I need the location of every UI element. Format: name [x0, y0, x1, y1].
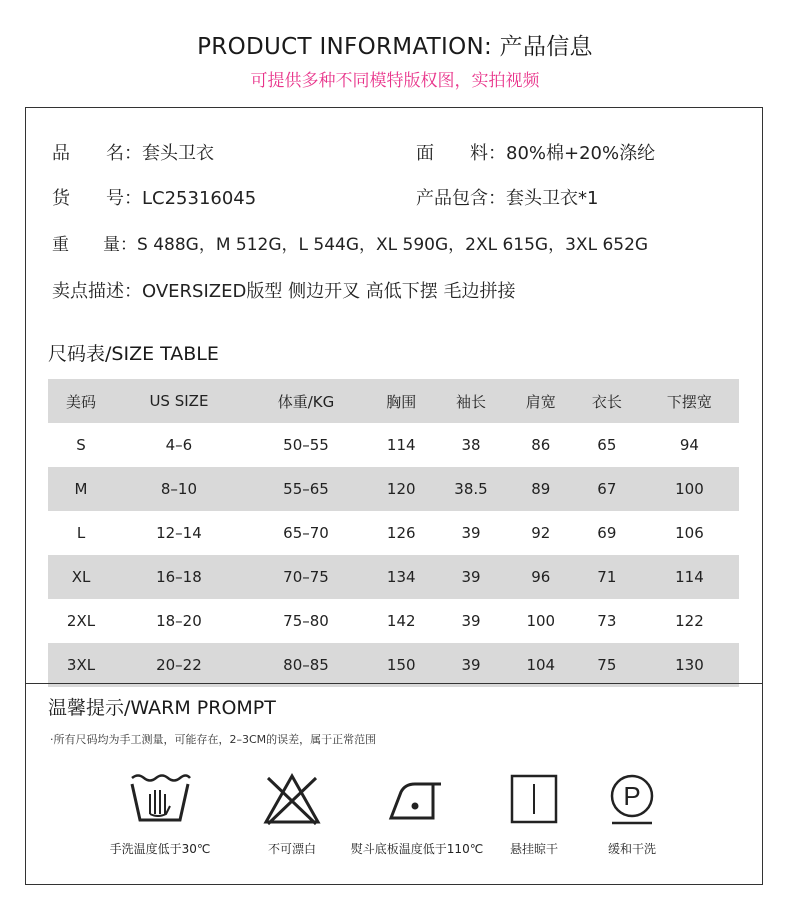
table-cell: 114 — [386, 436, 416, 454]
info-sku-value: LC25316045 — [142, 188, 257, 209]
table-cell: 100 — [526, 612, 556, 630]
table-cell: 65–70 — [283, 524, 329, 542]
table-cell: 50–55 — [283, 436, 329, 454]
svg-text:P: P — [623, 781, 641, 811]
table-cell: 38.5 — [434, 467, 508, 511]
size-table-header: 胸围 — [368, 379, 434, 423]
table-cell: 75–80 — [283, 612, 329, 630]
table-cell: 12–14 — [156, 524, 202, 542]
no-bleach-icon — [260, 770, 324, 828]
info-weight — [52, 230, 648, 255]
care-iron-label: 熨斗底板温度低于110℃ — [350, 842, 484, 856]
table-cell: M — [48, 467, 114, 511]
table-cell: 39 — [461, 524, 481, 542]
table-cell: 142 — [386, 612, 416, 630]
info-fabric — [416, 139, 655, 165]
table-cell: 126 — [386, 524, 416, 542]
table-cell: 130 — [640, 643, 739, 687]
page-subtitle: 可提供多种不同模特版权图，实拍视频 — [250, 71, 540, 91]
table-row — [48, 423, 739, 467]
size-table-header: 下摆宽 — [640, 379, 739, 423]
table-cell: 80–85 — [244, 643, 368, 687]
table-cell: 39 — [434, 643, 508, 687]
warm-prompt-title: 温馨提示/WARM PROMPT — [48, 697, 276, 719]
table-cell: 94 — [679, 436, 699, 454]
size-table-header-row — [48, 379, 739, 423]
table-cell: 71 — [574, 555, 640, 599]
info-name-value: 套头卫衣 — [142, 143, 214, 164]
care-dry-clean — [562, 770, 702, 857]
table-cell: 55–65 — [244, 467, 368, 511]
info-name — [52, 139, 214, 165]
info-package — [416, 184, 598, 210]
table-cell: 2XL — [66, 612, 96, 630]
table-cell: 39 — [461, 612, 481, 630]
table-cell: 114 — [640, 555, 739, 599]
table-cell: 39 — [434, 555, 508, 599]
size-table-header: 衣长 — [574, 379, 640, 423]
hang-dry-icon — [502, 770, 566, 828]
info-weight-value: S 488G，M 512G，L 544G，XL 590G，2XL 615G，3XL 652G — [137, 235, 649, 255]
section-divider — [25, 683, 763, 684]
table-cell: 67 — [574, 467, 640, 511]
table-cell: 75 — [574, 643, 640, 687]
info-package-label: 产品包含： — [416, 188, 506, 209]
size-table-title: 尺码表/SIZE TABLE — [48, 343, 219, 365]
table-row — [48, 643, 739, 687]
table-row — [48, 511, 739, 555]
info-sku-label: 货 号： — [52, 188, 142, 209]
size-table-header: 体重/KG — [244, 379, 368, 423]
size-table-header: 肩宽 — [508, 379, 574, 423]
table-row — [48, 467, 739, 511]
table-cell: 20–22 — [114, 643, 244, 687]
table-cell: 96 — [508, 555, 574, 599]
table-cell: L — [76, 524, 86, 542]
warm-prompt-note: ·所有尺码均为手工测量，可能存在，2–3CM的误差，属于正常范围 — [50, 733, 377, 746]
info-weight-label: 重 量： — [52, 235, 137, 255]
info-fabric-label: 面 料： — [416, 143, 506, 164]
table-cell: 100 — [640, 467, 739, 511]
table-row — [48, 555, 739, 599]
table-cell: 38 — [461, 436, 481, 454]
care-no-bleach — [222, 770, 362, 857]
table-cell: 3XL — [48, 643, 114, 687]
table-cell: 73 — [597, 612, 617, 630]
table-cell: 92 — [531, 524, 551, 542]
care-hand-wash — [90, 770, 230, 857]
info-features-label: 卖点描述： — [52, 281, 142, 302]
table-cell: 4–6 — [165, 436, 193, 454]
care-dry-clean-label: 缓和干洗 — [607, 842, 656, 856]
table-cell: 89 — [508, 467, 574, 511]
table-cell: S — [76, 436, 86, 454]
table-row — [48, 599, 739, 643]
table-cell: 106 — [675, 524, 704, 542]
table-cell: 150 — [368, 643, 434, 687]
table-cell: 122 — [675, 612, 704, 630]
care-no-bleach-label: 不可漂白 — [267, 842, 316, 856]
table-cell: 69 — [597, 524, 617, 542]
size-table-header: US SIZE — [114, 379, 244, 423]
table-cell: 86 — [531, 436, 551, 454]
care-hang-dry-label: 悬挂晾干 — [509, 842, 558, 856]
table-cell: 16–18 — [114, 555, 244, 599]
info-features-value: OVERSIZED版型 侧边开叉 高低下摆 毛边拼接 — [142, 281, 516, 302]
table-cell: 65 — [597, 436, 617, 454]
info-package-value: 套头卫衣*1 — [506, 188, 599, 209]
iron-icon — [385, 770, 449, 828]
table-cell: XL — [48, 555, 114, 599]
table-cell: 134 — [368, 555, 434, 599]
care-hand-wash-label: 手洗温度低于30℃ — [109, 842, 211, 856]
size-table-header: 袖长 — [434, 379, 508, 423]
table-cell: 8–10 — [114, 467, 244, 511]
size-table — [48, 379, 739, 687]
info-sku — [52, 184, 256, 210]
table-cell: 70–75 — [244, 555, 368, 599]
info-features — [52, 277, 516, 303]
table-cell: 120 — [368, 467, 434, 511]
info-name-label: 品 名： — [52, 143, 142, 164]
info-fabric-value: 80%棉+20%涤纶 — [506, 143, 656, 164]
dry-clean-icon — [600, 770, 664, 828]
page-title: PRODUCT INFORMATION: 产品信息 — [197, 34, 593, 60]
table-cell: 18–20 — [156, 612, 202, 630]
table-cell: 104 — [508, 643, 574, 687]
hand-wash-icon — [128, 770, 192, 828]
size-table-header: 美码 — [48, 379, 114, 423]
